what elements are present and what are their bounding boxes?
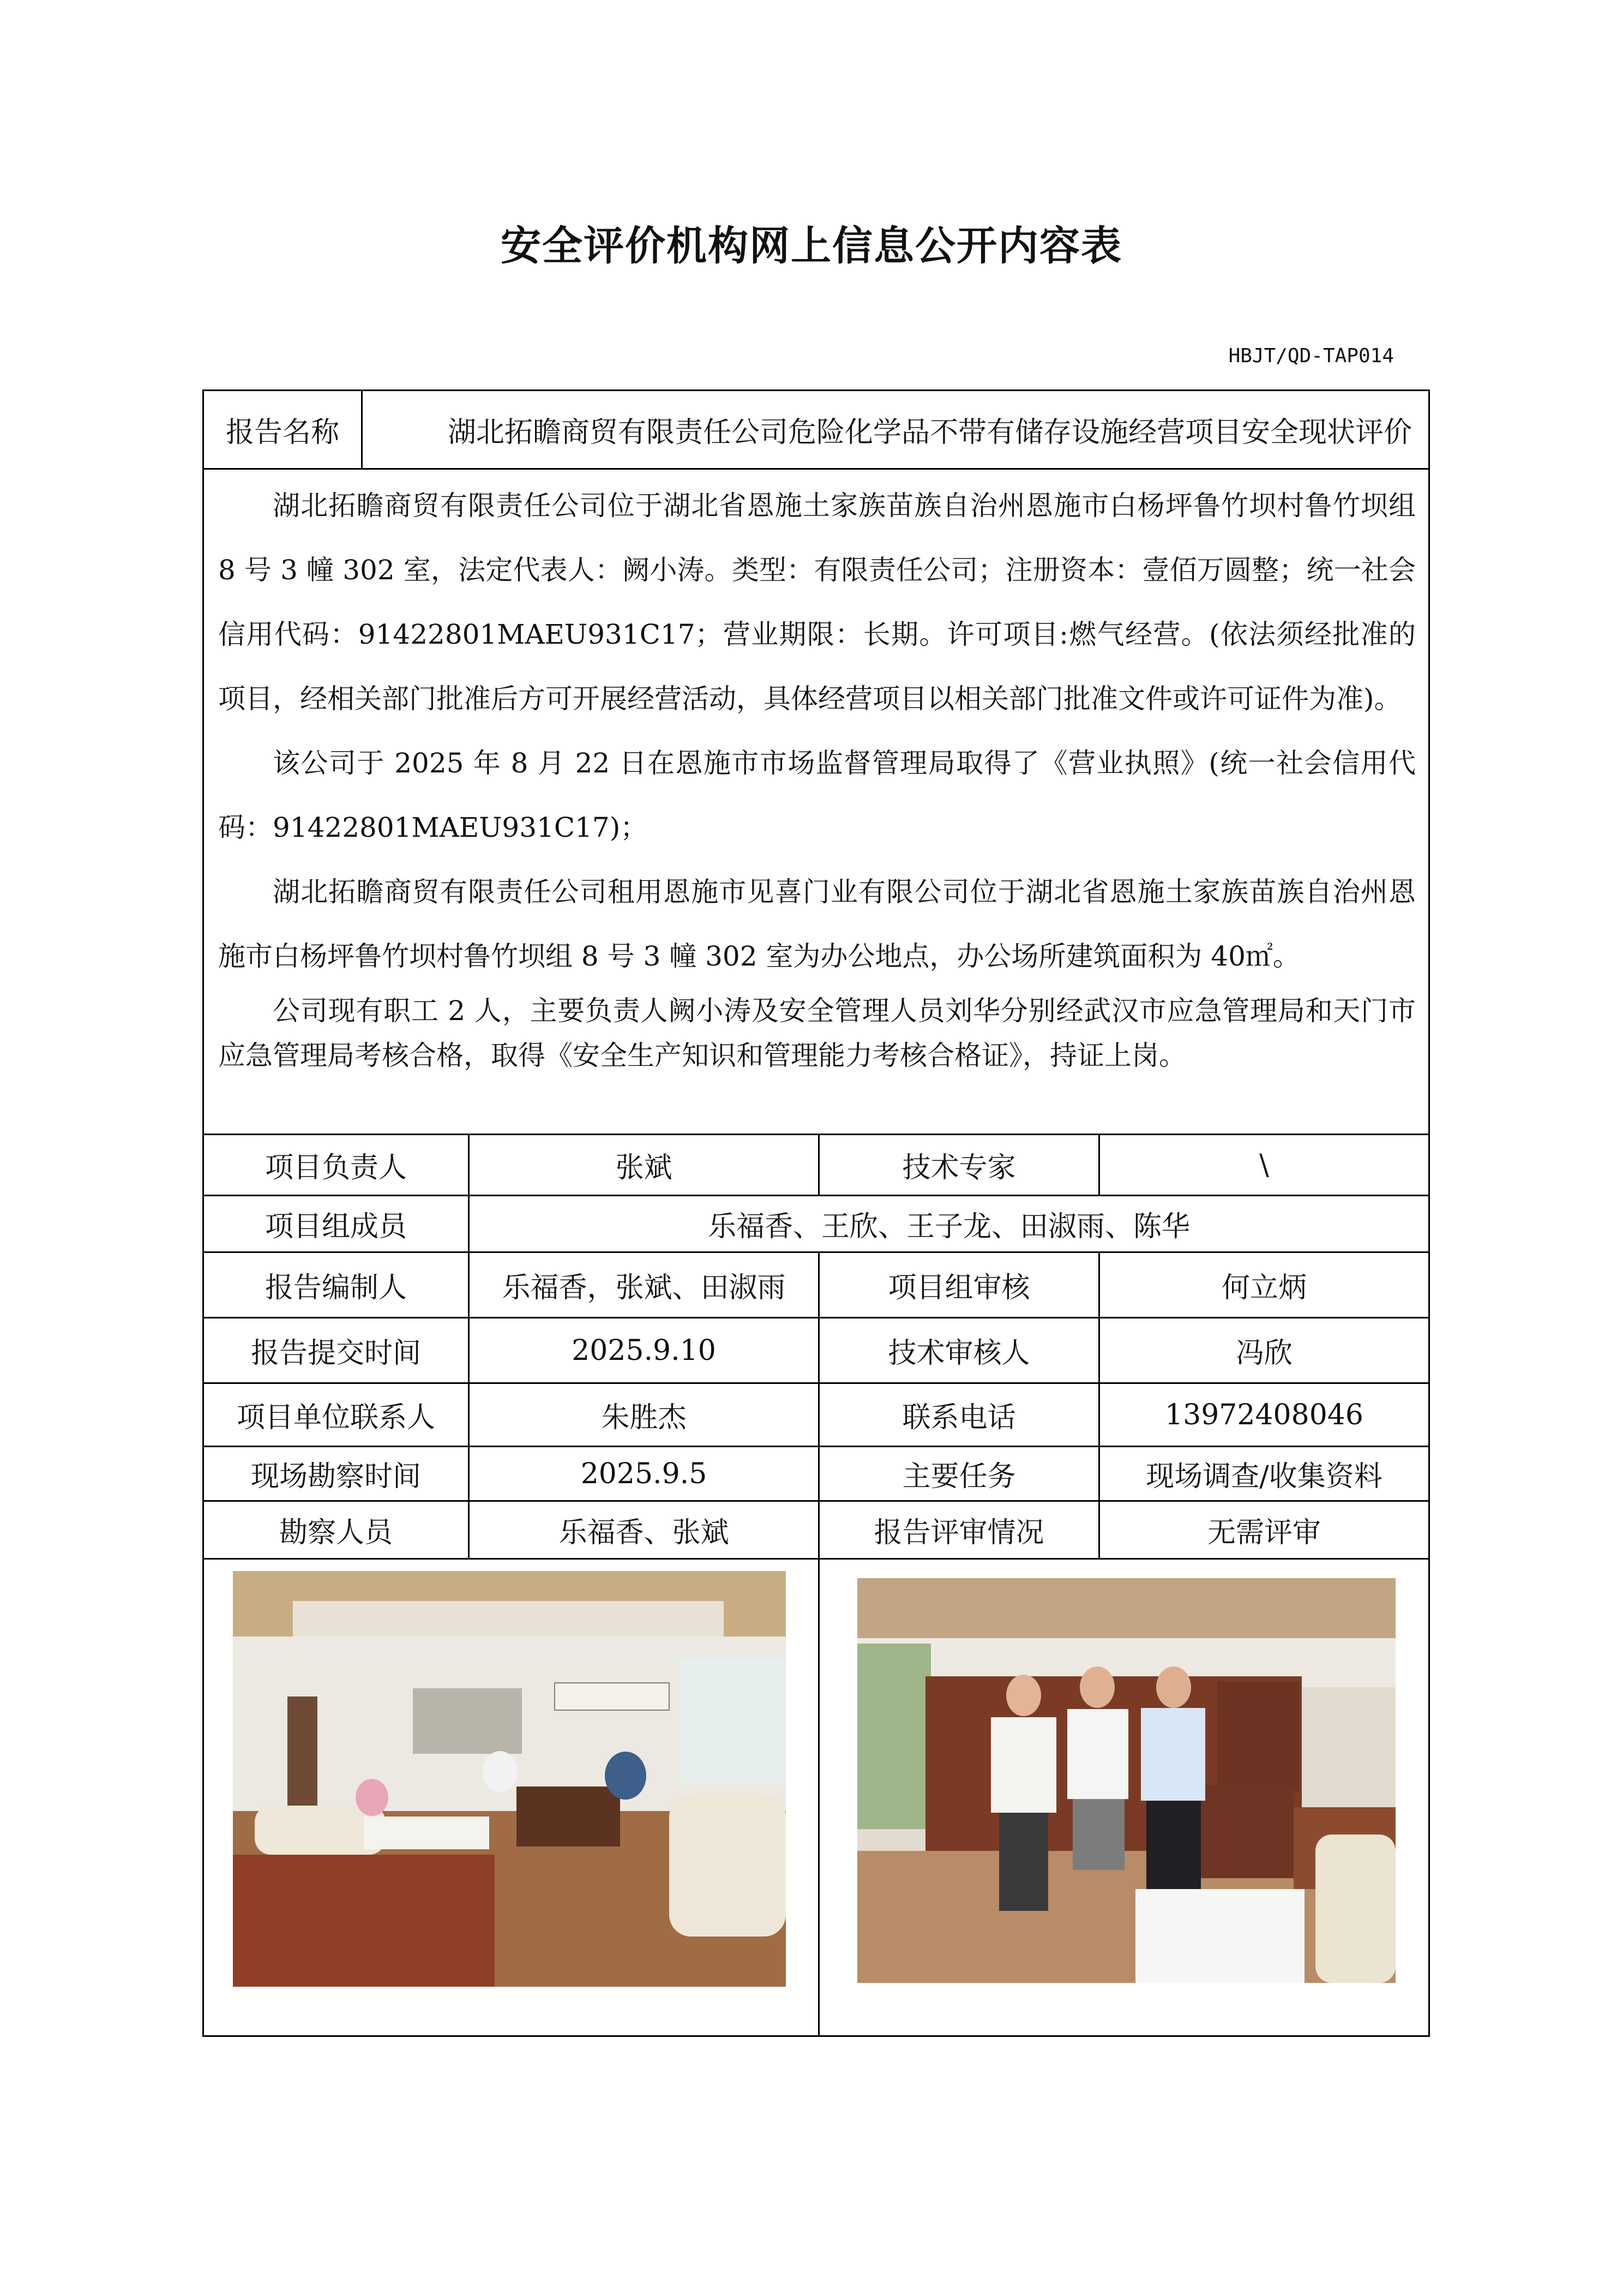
main-task-value: 现场调查/收集资料	[1146, 1460, 1382, 1493]
group-review-label: 项目组审核	[888, 1272, 1030, 1304]
contact-value: 朱胜杰	[601, 1401, 687, 1434]
author-value: 乐福香，张斌、田淑雨	[502, 1272, 786, 1304]
site-photo-office	[233, 1571, 786, 1987]
submit-time-label: 报告提交时间	[250, 1337, 421, 1370]
report-name-value: 湖北拓瞻商贸有限责任公司危险化学品不带有储存设施经营项目安全现状评价	[447, 416, 1412, 449]
tech-review-value: 冯欣	[1235, 1337, 1293, 1370]
review-status-label: 报告评审情况	[874, 1516, 1044, 1549]
tech-review-label: 技术审核人	[888, 1337, 1030, 1370]
survey-time-value: 2025.9.5	[580, 1457, 707, 1490]
main-task-label: 主要任务	[902, 1460, 1016, 1493]
row-divider	[202, 468, 1430, 470]
author-label: 报告编制人	[265, 1272, 407, 1304]
company-description	[218, 473, 1416, 1078]
col-divider	[818, 1558, 820, 2037]
document-code: HBJT/QD-TAP014	[1228, 345, 1394, 367]
report-name-label: 报告名称	[225, 416, 339, 449]
phone-value: 13972408046	[1165, 1398, 1363, 1431]
description-paragraph: 湖北拓瞻商贸有限责任公司位于湖北省恩施土家族苗族自治州恩施市白杨坪鲁竹坝村鲁竹坝组 8 号 3 幢 302 室，法定代表人：阙小涛。类型：有限责任公司；注册资本：壹佰万圆整；统一社会信用代码：91422801MAEU931C17；营业期限：长期。许可项目:燃气经营。(依法须经批准的项目，经相关部门批准后方可开展经营活动，具体经营项目以相关部门批准文件或许可证件为准)。	[218, 490, 1416, 715]
row-divider	[202, 1558, 1430, 1560]
tech-expert-label: 技术专家	[902, 1152, 1016, 1184]
contact-label: 项目单位联系人	[236, 1401, 435, 1434]
submit-time-value: 2025.9.10	[572, 1334, 716, 1367]
document-title: 安全评价机构网上信息公开内容表	[501, 223, 1122, 269]
phone-label: 联系电话	[902, 1401, 1016, 1434]
members-value: 乐福香、王欣、王子龙、田淑雨、陈华	[707, 1210, 1190, 1243]
surveyors-label: 勘察人员	[279, 1516, 393, 1549]
project-leader-value: 张斌	[615, 1152, 672, 1184]
description-paragraph: 该公司于 2025 年 8 月 22 日在恩施市市场监督管理局取得了《营业执照》(统一社会信用代码：91422801MAEU931C17)；	[218, 747, 1416, 843]
tech-expert-value: \	[1259, 1148, 1269, 1182]
survey-time-label: 现场勘察时间	[250, 1460, 421, 1493]
members-label: 项目组成员	[265, 1210, 407, 1243]
description-paragraph: 湖北拓瞻商贸有限责任公司租用恩施市见喜门业有限公司位于湖北省恩施土家族苗族自治州恩施市白杨坪鲁竹坝村鲁竹坝组 8 号 3 幢 302 室为办公地点，办公场所建筑面积为 40㎡。	[218, 876, 1416, 972]
surveyors-value: 乐福香、张斌	[558, 1516, 729, 1549]
description-paragraph: 公司现有职工 2 人，主要负责人阙小涛及安全管理人员刘华分别经武汉市应急管理局和天门市应急管理局考核合格，取得《安全生产知识和管理能力考核合格证》，持证上岗。	[218, 995, 1416, 1071]
review-status-value: 无需评审	[1207, 1516, 1321, 1549]
group-review-value: 何立炳	[1221, 1272, 1307, 1304]
site-photo-staff	[857, 1578, 1396, 1983]
project-leader-label: 项目负责人	[265, 1152, 407, 1184]
